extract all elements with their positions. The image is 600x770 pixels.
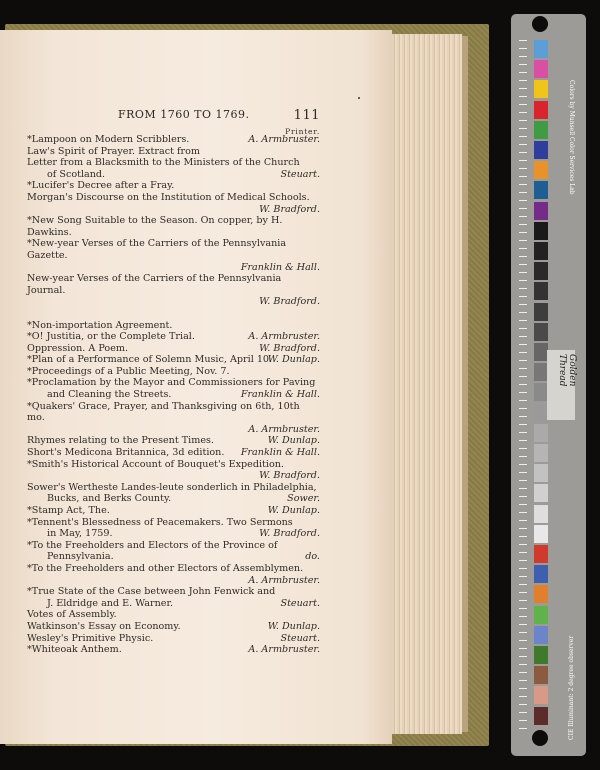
entry-title: *Lampoon on Modern Scribblers. [27, 134, 190, 145]
strip-hole-top [532, 16, 548, 32]
strip-ruler-ticks [519, 40, 527, 730]
entry-printer: W. Dunlap. [267, 435, 320, 447]
entry-list [27, 134, 320, 656]
color-swatch [534, 505, 548, 523]
entry-printer: W. Bradford. [259, 296, 320, 308]
entry-row [27, 563, 320, 586]
entry-title-continuation: in May, 1759. [47, 528, 113, 540]
entry-printer: A. Armbruster. [248, 574, 320, 586]
color-swatch [534, 585, 548, 603]
entry-title: *New Song Suitable to the Season. On copper, by H. Dawkins. [27, 215, 283, 238]
entry-title: Morgan's Discourse on the Institution of Medical Schools. [27, 191, 310, 203]
entry-printer: do. [305, 551, 320, 563]
entry-title: Rhymes relating to the Present Times. [27, 435, 214, 447]
entry-row [27, 517, 320, 540]
page-edges [392, 34, 462, 734]
entry-title: Law's Spirit of Prayer. Extract from [27, 145, 200, 157]
entry-row [27, 586, 320, 609]
entry-printer: A. Armbruster. [248, 423, 320, 435]
entry-row [27, 320, 320, 332]
entry-row [27, 377, 320, 400]
entry-title: Votes of Assembly. [27, 609, 117, 621]
entry-title: Short's Medicona Britannica, 3d edition. [27, 447, 225, 459]
entry-title: *New-year Verses of the Carriers of the Pennsylvania Gazette. [27, 238, 287, 261]
entry-title: *To the Freeholders and Electors of the Province of [27, 539, 278, 551]
color-swatch [534, 222, 548, 240]
color-swatch [534, 545, 548, 563]
entry-printer: A. Armbruster. [248, 331, 320, 343]
entry-title: *Non-importation Agreement. [27, 319, 173, 331]
color-swatch [534, 626, 548, 644]
entry-row [27, 505, 320, 517]
entry-row [27, 366, 320, 378]
entry-row [27, 192, 320, 215]
entry-printer: Sower. [287, 493, 320, 505]
entry-printer: Franklin & Hall. [240, 447, 320, 459]
color-swatch [534, 686, 548, 704]
entry-row [27, 447, 320, 459]
entry-title: *Lucifer's Decree after a Fray. [27, 180, 175, 192]
entry-row [27, 459, 320, 482]
color-swatch [534, 181, 548, 199]
color-swatch [534, 606, 548, 624]
entry-title: Letter from a Blacksmith to the Ministers of the Church [27, 157, 300, 169]
entry-printer: W. Bradford. [259, 470, 320, 482]
entry-printer: W. Bradford. [259, 203, 320, 215]
strip-side-label: Colors by Munsell Color Services Lab [568, 80, 575, 195]
color-swatch [534, 202, 548, 220]
entry-row [27, 633, 320, 645]
entry-title-continuation: Bucks, and Berks County. [47, 493, 172, 505]
entry-printer: W. Dunlap. [267, 354, 320, 366]
entry-title: *Whiteoak Anthem. [27, 644, 122, 656]
entry-printer: Steuart. [280, 168, 320, 180]
entry-title-continuation: J. Eldridge and E. Warner. [47, 597, 174, 609]
entry-row [27, 273, 320, 308]
ink-speck [358, 97, 360, 99]
color-swatch [534, 484, 548, 502]
color-swatch [534, 444, 548, 462]
strip-bottom-label: CIE Illuminant: 2 degree observer [568, 635, 575, 740]
page-number: 111 [293, 108, 320, 123]
entry-row [27, 621, 320, 633]
entry-row [27, 401, 320, 436]
entry-title: *True State of the Case between John Fenwick and [27, 586, 276, 598]
entry-row [27, 146, 320, 158]
color-swatch [534, 383, 548, 401]
entry-title: *Proceedings of a Public Meeting, Nov. 7. [27, 365, 230, 377]
entry-row [27, 308, 320, 320]
entry-title-continuation: of Scotland. [47, 168, 106, 180]
entry-row [27, 644, 320, 656]
entry-row [27, 331, 320, 343]
entry-printer: Franklin & Hall. [240, 389, 320, 401]
entry-title-continuation: Pennsylvania. [47, 551, 114, 563]
entry-row [27, 609, 320, 621]
color-swatch [534, 282, 548, 300]
color-swatch [534, 121, 548, 139]
color-swatch [534, 363, 548, 381]
entry-title-continuation: and Cleaning the Streets. [47, 389, 172, 401]
color-swatch [534, 464, 548, 482]
color-swatch [534, 80, 548, 98]
running-header [118, 108, 320, 121]
color-swatch [534, 262, 548, 280]
entry-row [27, 180, 320, 192]
entry-title: Watkinson's Essay on Economy. [27, 620, 181, 632]
entry-title: *Tennent's Blessedness of Peacemakers. Two Sermons [27, 516, 293, 528]
color-swatch [534, 565, 548, 583]
entry-title: *Proclamation by the Mayor and Commissioners for Paving [27, 377, 316, 389]
strip-hole-bottom [532, 730, 548, 746]
entry-printer: A. Armbruster. [248, 644, 320, 656]
entry-row [27, 343, 320, 355]
entry-title: *Stamp Act, The. [27, 505, 110, 516]
entry-row [27, 435, 320, 447]
color-swatch [534, 323, 548, 341]
color-swatch [534, 161, 548, 179]
running-head: FROM 1760 TO 1769. [118, 108, 250, 121]
entry-title: *Quakers' Grace, Prayer, and Thanksgiving on 6th, 10th mo. [27, 400, 300, 424]
entry-printer: W. Bradford. [259, 528, 320, 540]
color-swatch [534, 707, 548, 725]
entry-title: *To the Freeholders and other Electors of Assemblymen. [27, 562, 304, 574]
entry-title: Oppression. A Poem. [27, 342, 129, 354]
entry-printer: Steuart. [280, 632, 320, 644]
entry-row [27, 215, 320, 238]
color-swatch [534, 343, 548, 361]
entry-row [27, 238, 320, 273]
entry-title: *Plan of a Performance of Solemn Music, April 10. [27, 354, 273, 366]
color-swatch [534, 40, 548, 58]
entry-printer: W. Dunlap. [267, 505, 320, 516]
color-swatch [534, 404, 548, 422]
entry-row [27, 134, 320, 146]
entry-row [27, 157, 320, 180]
entry-title: *O! Justitia, or the Complete Trial. [27, 331, 195, 343]
color-swatch [534, 646, 548, 664]
color-swatch [534, 303, 548, 321]
entry-row [27, 482, 320, 505]
strip-logo [547, 350, 575, 420]
entry-printer: W. Dunlap. [267, 620, 320, 632]
entry-printer: W. Bradford. [259, 342, 320, 354]
entry-row [27, 354, 320, 366]
color-swatch [534, 666, 548, 684]
entry-title: Sower's Wertheste Landes-leute sonderlich in Philadelphia, [27, 481, 317, 493]
entry-title: New-year Verses of the Carriers of the Pennsylvania Journal. [27, 273, 282, 296]
color-swatch [534, 101, 548, 119]
color-swatch [534, 60, 548, 78]
entry-row [27, 540, 320, 563]
page-edge-shadow [462, 36, 468, 732]
color-swatch [534, 141, 548, 159]
entry-printer: Steuart. [280, 597, 320, 609]
entry-title: Wesley's Primitive Physic. [27, 632, 154, 644]
entry-printer: Franklin & Hall. [240, 261, 320, 273]
color-swatch [534, 242, 548, 260]
color-swatch [534, 525, 548, 543]
strip-logo-text: Golden Thread [557, 354, 577, 387]
color-swatch [534, 424, 548, 442]
entry-title: *Smith's Historical Account of Bouquet's Expedition. [27, 458, 284, 470]
entry-printer: A. Armbruster. [248, 134, 320, 145]
printer-column-heading: Printer. [285, 127, 320, 136]
